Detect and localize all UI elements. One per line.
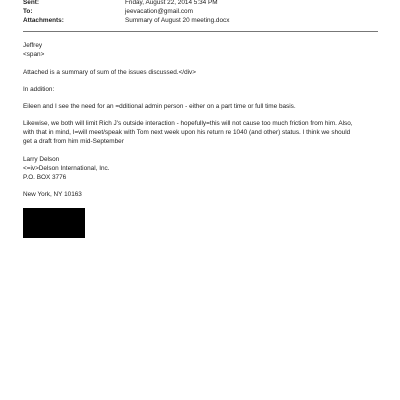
span-tag-line: <span> — [23, 51, 45, 58]
signature-po-box: P.O. BOX 3776 — [23, 174, 67, 181]
signature-city: New York, NY 10163 — [23, 191, 82, 198]
header-divider — [23, 31, 378, 32]
to-label: To: — [23, 8, 33, 15]
sent-label: Sent: — [23, 0, 39, 6]
greeting: Jeffrey — [23, 42, 43, 49]
in-addition-line: In addition: — [23, 86, 55, 93]
signature-company: <=iv>Delson International, Inc. — [23, 165, 110, 172]
sent-value: Friday, August 22, 2014 5:34 PM — [125, 0, 218, 6]
attachment-filename[interactable]: Summary of August 20 meeting.docx — [125, 17, 230, 24]
redaction-block — [23, 208, 85, 238]
eileen-line: Eileen and I see the need for an =dditional admin person - either on a part time or full time basis. — [23, 103, 296, 110]
to-value[interactable]: jeevacation@gmail.com — [125, 8, 193, 15]
likewise-line-3: get a draft from him mid-September — [23, 138, 124, 145]
attachments-label: Attachments: — [23, 17, 64, 24]
attached-line: Attached is a summary of sum of the issues discussed.</div> — [23, 69, 196, 76]
likewise-line-2: with that in mind, I=will meet/speak with Tom next week upon his return re 1040 (and other) status. I think we should — [23, 129, 351, 136]
likewise-line-1: Likewise, we both will limit Rich J's outside interaction - hopefully=this will not cause too much friction from him. Also, — [23, 120, 353, 127]
signature-name: Larry Delson — [23, 156, 60, 163]
